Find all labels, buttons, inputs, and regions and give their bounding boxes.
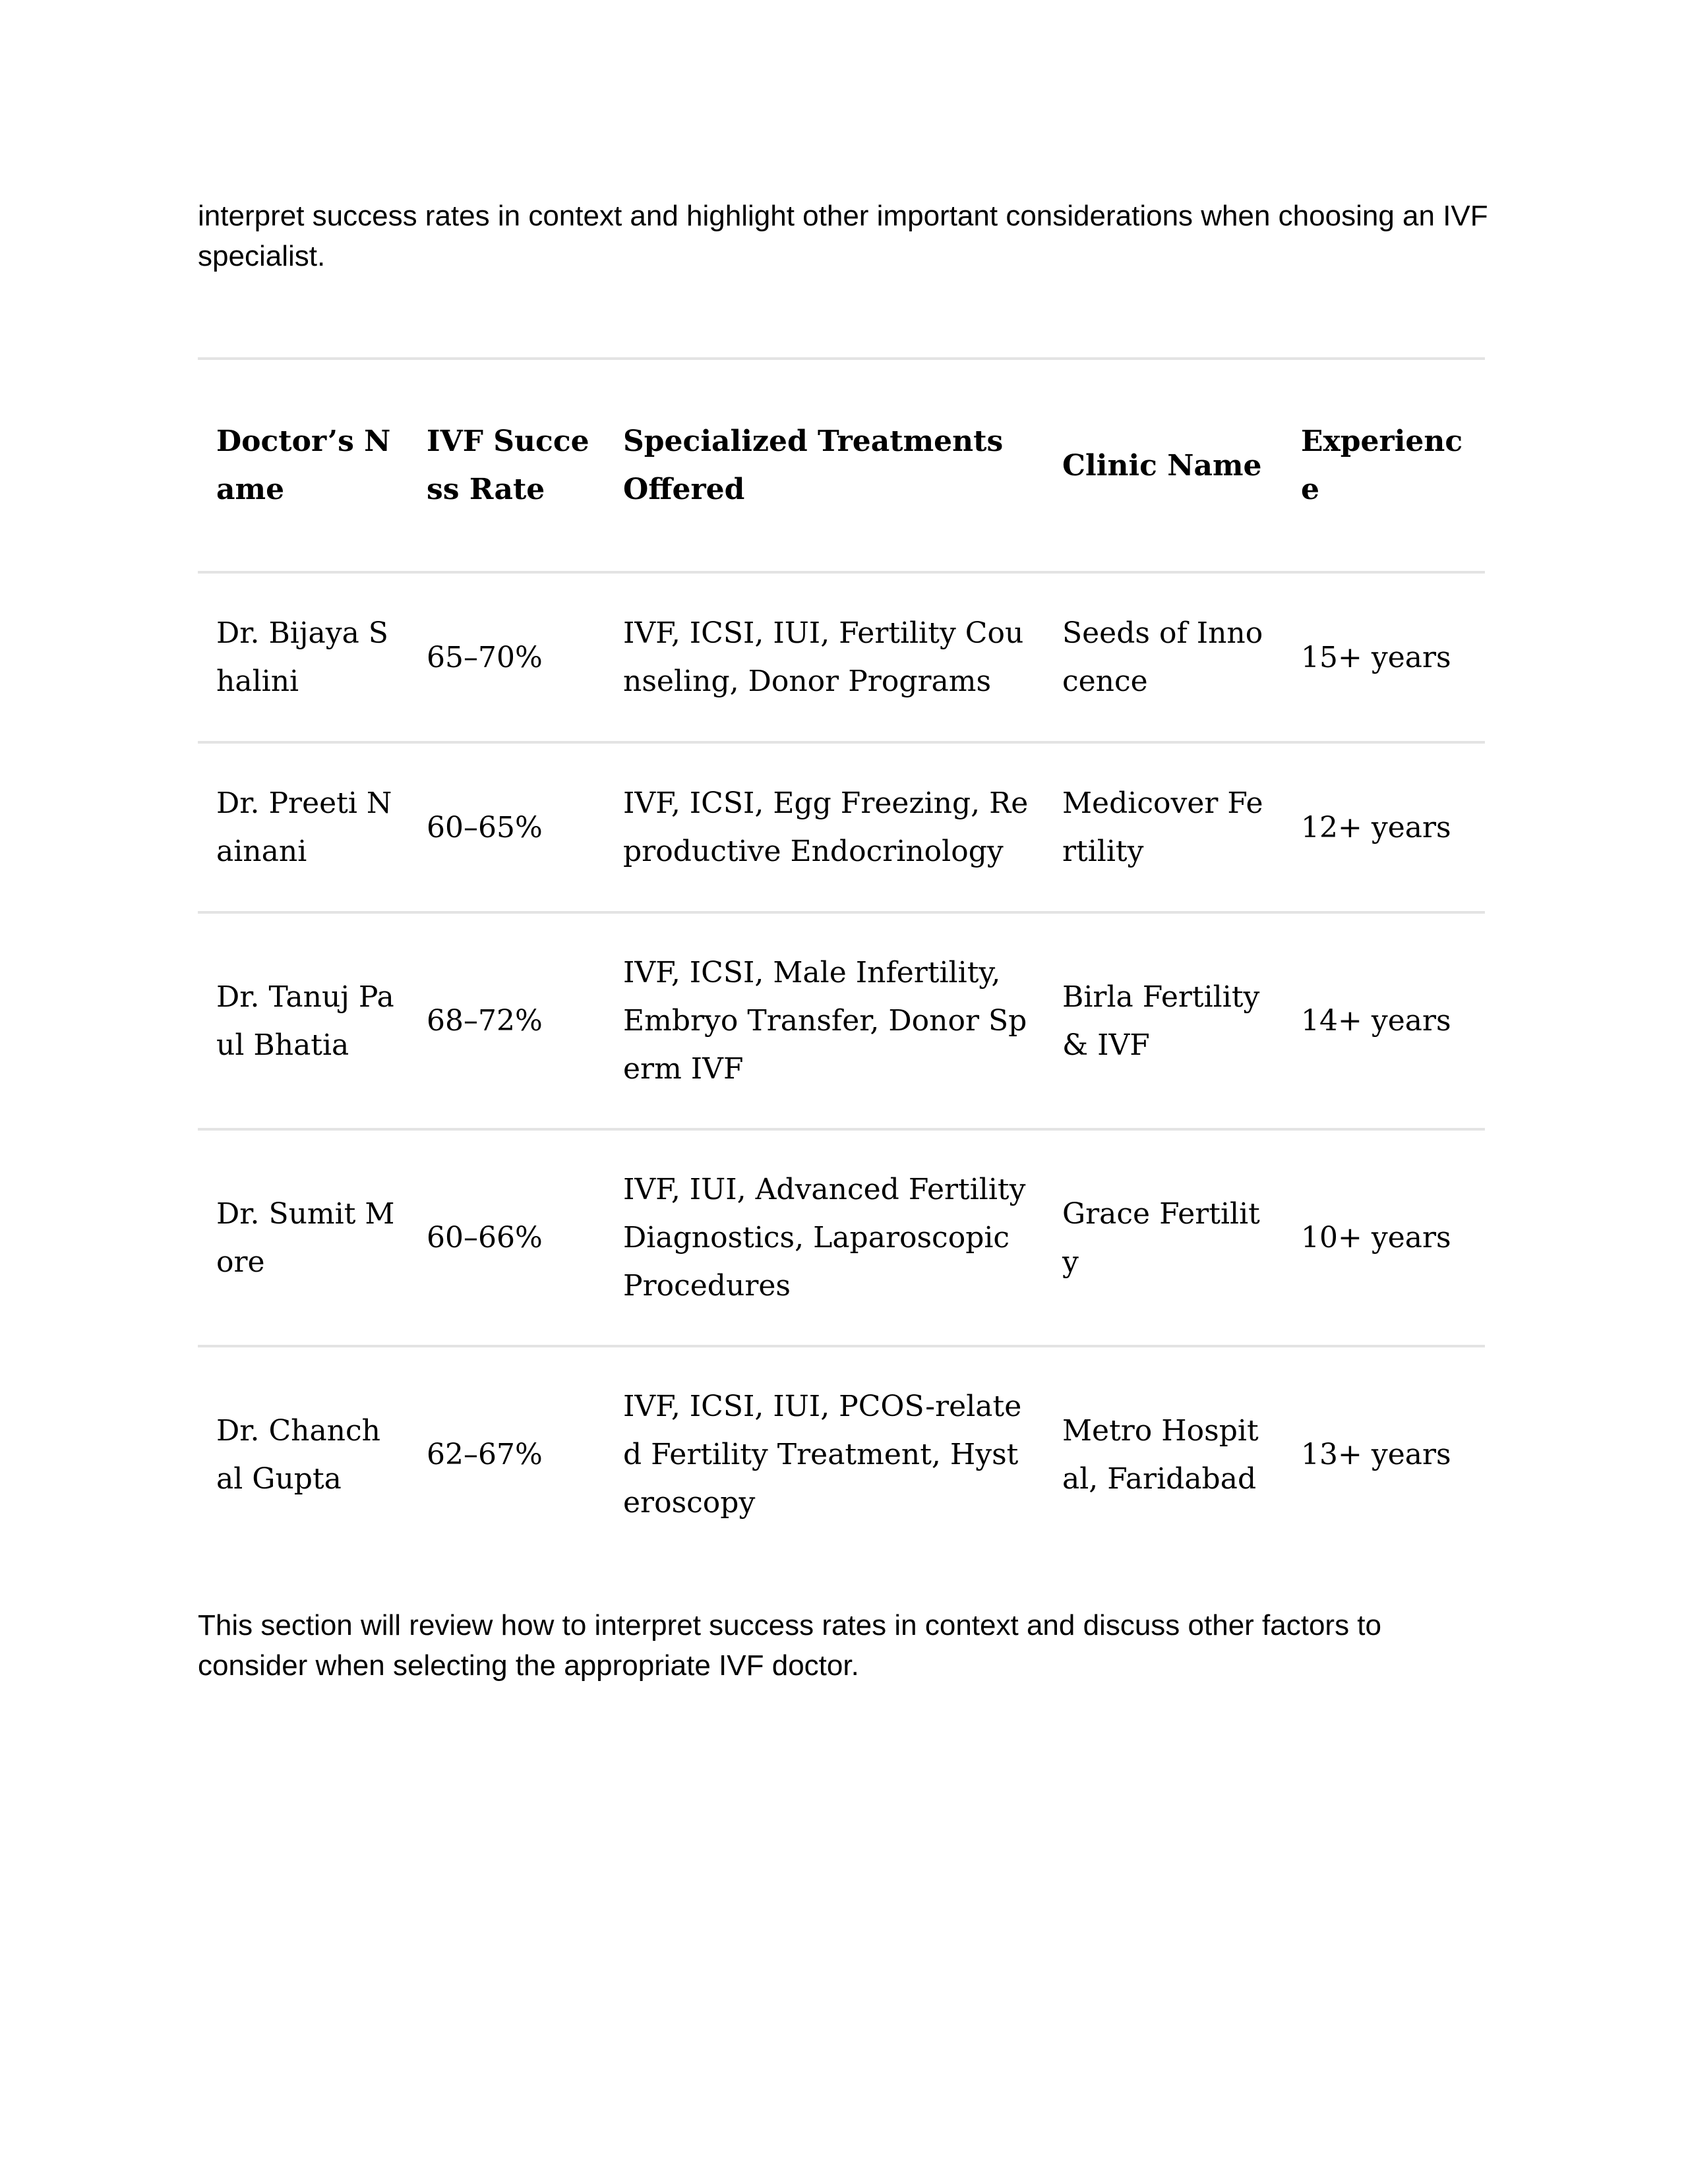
cell-treatments: IVF, ICSI, Egg Freezing, Reproductive Endocrinology — [605, 742, 1044, 912]
table-header-row — [198, 359, 1485, 572]
cell-clinic: Seeds of Innocence — [1044, 572, 1282, 742]
cell-success-rate: 65–70% — [408, 572, 605, 742]
table-row — [198, 1346, 1485, 1562]
header-doctor-name: Doctor’s Name — [198, 359, 408, 572]
header-experience: Experience — [1282, 359, 1485, 572]
cell-treatments: IVF, ICSI, Male Infertility, Embryo Transfer, Donor Sperm IVF — [605, 912, 1044, 1129]
outro-paragraph: This section will review how to interpret success rates in context and discuss other factors to consider when selecting the appropriate IVF doctor. — [198, 1609, 1381, 1682]
cell-treatments: IVF, ICSI, IUI, PCOS-related Fertility Treatment, Hysteroscopy — [605, 1346, 1044, 1562]
cell-doctor-name: Dr. Preeti Nainani — [198, 742, 408, 912]
header-treatments: Specialized Treatments Offered — [605, 359, 1044, 572]
table-row — [198, 912, 1485, 1129]
cell-experience: 10+ years — [1282, 1129, 1485, 1346]
cell-experience: 15+ years — [1282, 572, 1485, 742]
table-row — [198, 742, 1485, 912]
table-row — [198, 1129, 1485, 1346]
cell-clinic: Medicover Fertility — [1044, 742, 1282, 912]
cell-success-rate: 62–67% — [408, 1346, 605, 1562]
ivf-doctors-table — [198, 357, 1485, 1562]
header-success-rate: IVF Success Rate — [408, 359, 605, 572]
cell-experience: 13+ years — [1282, 1346, 1485, 1562]
cell-clinic: Birla Fertility & IVF — [1044, 912, 1282, 1129]
cell-doctor-name: Dr. Sumit More — [198, 1129, 408, 1346]
intro-paragraph: interpret success rates in context and highlight other important considerations when choosing an IVF specialist. — [198, 200, 1488, 272]
cell-doctor-name: Dr. Bijaya Shalini — [198, 572, 408, 742]
cell-experience: 14+ years — [1282, 912, 1485, 1129]
table-row — [198, 572, 1485, 742]
cell-experience: 12+ years — [1282, 742, 1485, 912]
cell-treatments: IVF, IUI, Advanced Fertility Diagnostics, Laparoscopic Procedures — [605, 1129, 1044, 1346]
cell-doctor-name: Dr. Chanchal Gupta — [198, 1346, 408, 1562]
cell-doctor-name: Dr. Tanuj Paul Bhatia — [198, 912, 408, 1129]
cell-clinic: Grace Fertility — [1044, 1129, 1282, 1346]
cell-success-rate: 60–65% — [408, 742, 605, 912]
cell-success-rate: 68–72% — [408, 912, 605, 1129]
cell-treatments: IVF, ICSI, IUI, Fertility Counseling, Donor Programs — [605, 572, 1044, 742]
cell-clinic: Metro Hospital, Faridabad — [1044, 1346, 1282, 1562]
header-clinic-name: Clinic Name — [1044, 359, 1282, 572]
cell-success-rate: 60–66% — [408, 1129, 605, 1346]
